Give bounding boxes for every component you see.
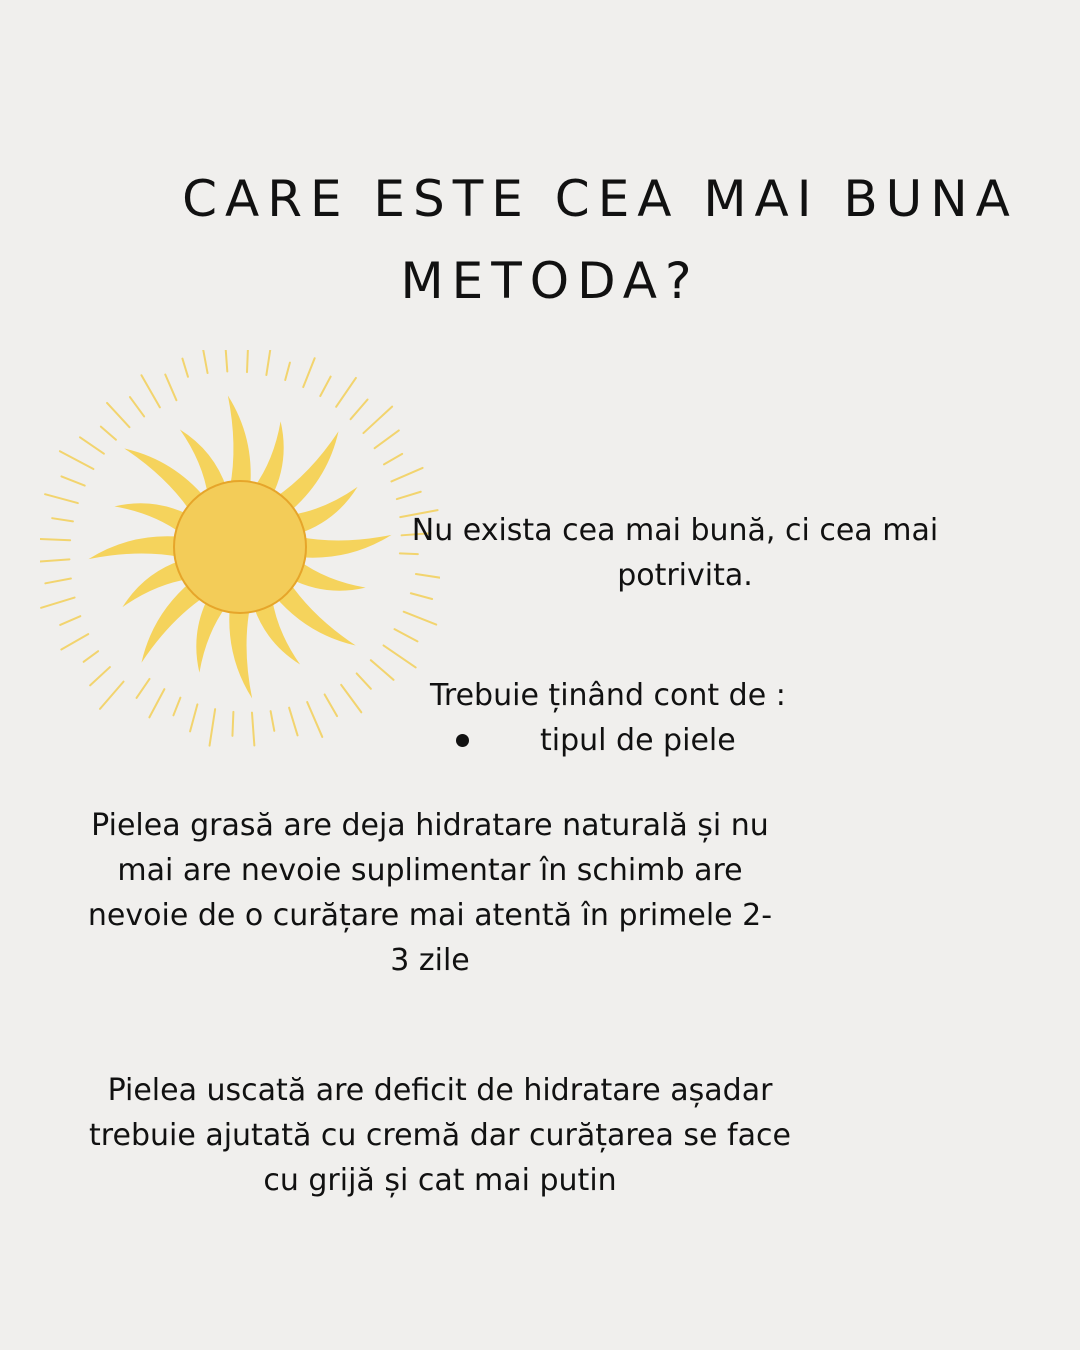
sun-spark	[202, 350, 208, 373]
dry-skin-line-2: trebuie ajutată cu cremă dar curățarea se face	[89, 1118, 791, 1153]
sun-spark	[141, 375, 159, 407]
sun-spark	[247, 350, 248, 372]
intro-line-1: Nu exista cea mai bună, ci cea mai	[411, 513, 939, 548]
sun-spark	[285, 363, 290, 380]
sun-spark	[80, 437, 104, 453]
oily-skin-line-1: Pielea grasă are deja hidratare naturală și nu	[91, 808, 769, 843]
sun-spark	[341, 685, 361, 712]
sun-ray	[229, 606, 252, 698]
sun-spark	[107, 403, 129, 427]
oily-skin-line-3: nevoie de o curățare mai atentă în primele 2-	[87, 898, 773, 933]
sun-spark	[384, 645, 416, 667]
sun-spark	[40, 559, 69, 562]
sun-spark	[266, 350, 270, 375]
sun-spark	[252, 713, 254, 746]
criteria-label: Trebuie ținând cont de :	[430, 678, 786, 713]
sun-spark	[395, 629, 418, 641]
bullet-icon	[456, 734, 469, 747]
sun-spark	[391, 468, 422, 482]
sun-spark	[320, 377, 330, 396]
sun-spark	[52, 518, 73, 521]
sun-spark	[289, 708, 297, 736]
sun-spark	[363, 407, 392, 433]
sun-spark	[226, 350, 228, 371]
page-title-line-1: CARE ESTE CEA MAI BUNA	[182, 170, 1018, 228]
sun-spark	[336, 378, 356, 407]
sun-spark	[325, 694, 337, 716]
oily-skin-paragraph	[70, 803, 790, 983]
sun-spark	[371, 660, 394, 680]
sun-spark	[165, 374, 176, 400]
intro-line-2: potrivita.	[617, 558, 753, 593]
sun-spark	[232, 712, 233, 736]
sun-spark	[397, 492, 421, 499]
sun-spark	[357, 673, 371, 688]
sun-spark	[351, 400, 368, 420]
sun-spark	[90, 667, 110, 685]
sun-ray	[228, 395, 251, 487]
intro-text	[400, 508, 950, 598]
dry-skin-line-1: Pielea uscată are deficit de hidratare așadar	[107, 1073, 773, 1108]
page-title-line-2: METODA?	[400, 252, 700, 310]
sun-spark	[404, 612, 437, 625]
sun-spark	[303, 358, 314, 387]
sun-icon	[40, 350, 440, 750]
sun-spark	[40, 539, 70, 540]
oily-skin-line-2: mai are nevoie suplimentar în schimb are	[117, 853, 743, 888]
sun-ray	[88, 536, 180, 559]
oily-skin-line-4: 3 zile	[390, 943, 470, 978]
sun-spark	[149, 689, 164, 717]
dry-skin-line-3: cu grijă și cat mai putin	[263, 1163, 617, 1198]
dry-skin-paragraph	[80, 1068, 800, 1203]
sun-spark	[101, 427, 116, 440]
sun-spark	[84, 651, 99, 662]
sun-spark	[60, 616, 80, 625]
sun-spark	[137, 679, 150, 698]
sun-ray	[299, 535, 391, 558]
sun-spark	[190, 704, 197, 731]
sun-spark	[271, 711, 275, 731]
sun-spark	[375, 430, 399, 448]
sun-spark	[130, 397, 144, 416]
sun-spark	[41, 598, 74, 608]
sun-spark	[384, 454, 402, 464]
sun-spark	[100, 682, 124, 709]
criteria-item-label: tipul de piele	[540, 723, 736, 758]
sun-spark	[307, 702, 322, 737]
sun-spark	[210, 709, 216, 746]
sun-spark	[173, 698, 180, 716]
sun-spark	[45, 494, 78, 503]
sun-core	[174, 481, 306, 613]
criteria-list-item	[452, 718, 772, 763]
sun-spark	[45, 579, 71, 584]
sun-spark	[61, 634, 88, 649]
sun-spark	[61, 476, 84, 485]
sun-spark	[182, 359, 188, 377]
sun-spark	[60, 451, 94, 469]
